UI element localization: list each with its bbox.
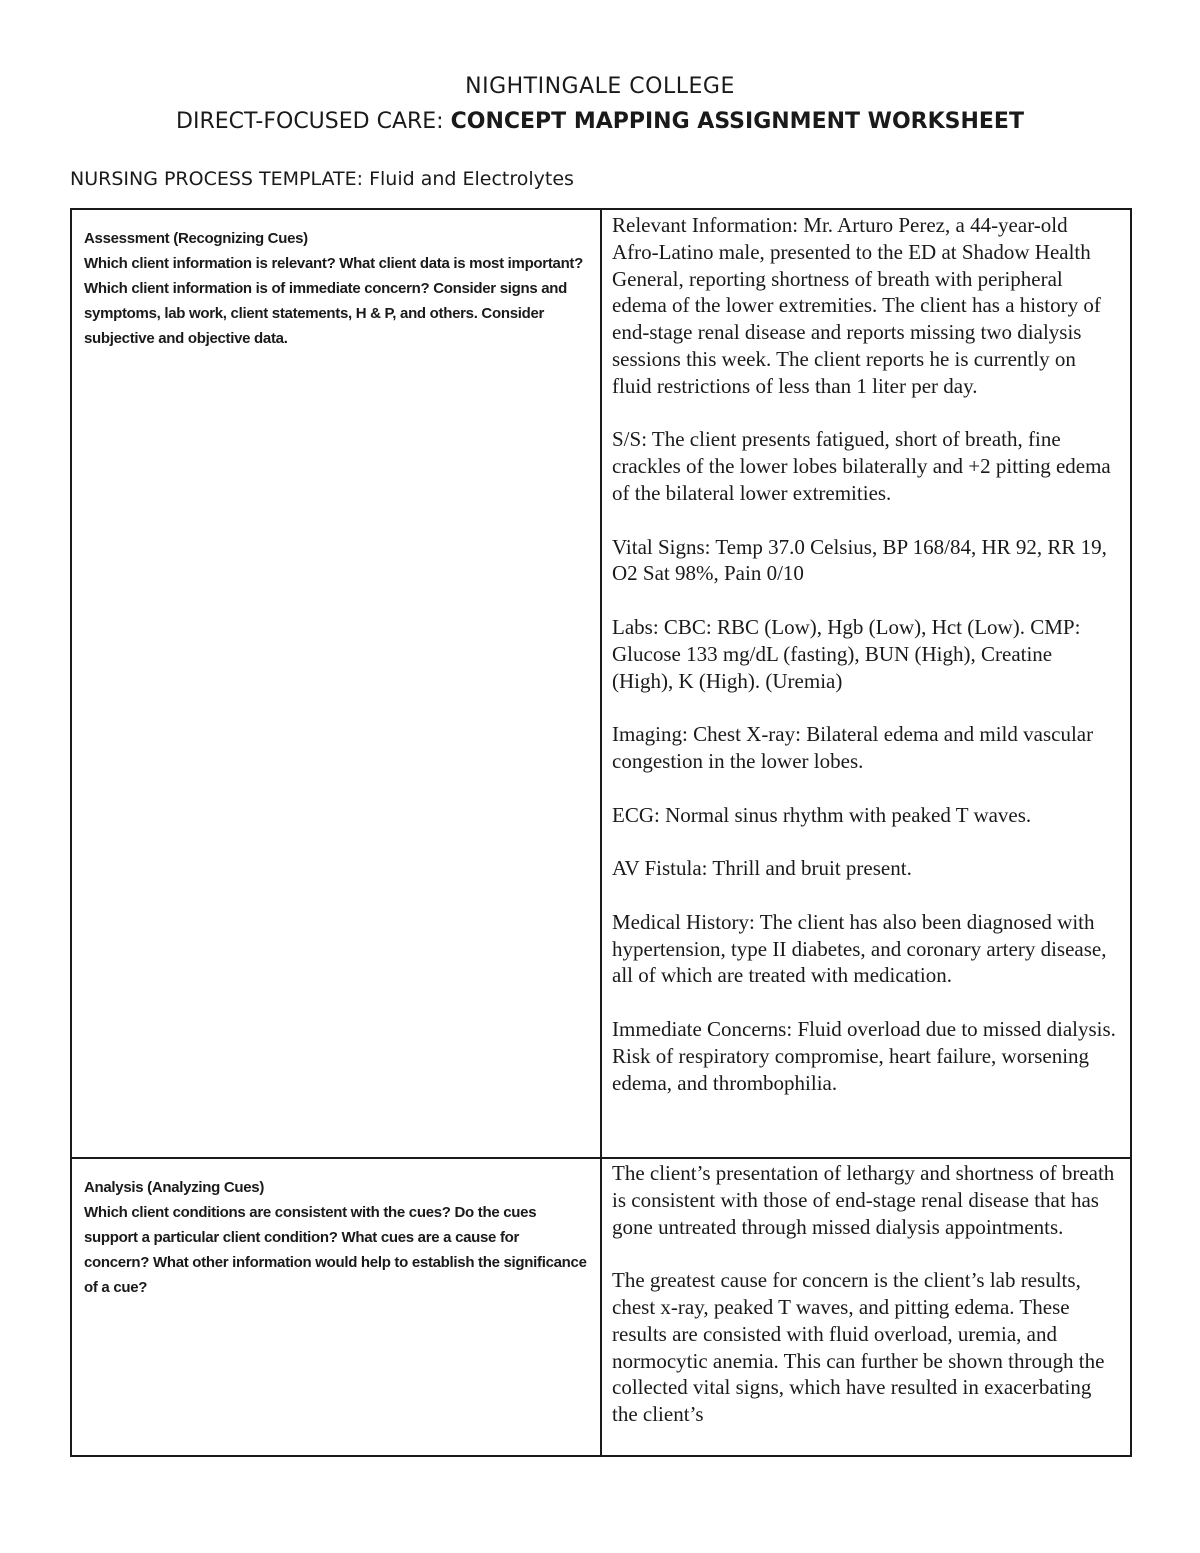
document-header: [0, 72, 1200, 140]
assessment-response-cell: [601, 209, 1131, 1158]
assessment-heading: Assessment (Recognizing Cues): [84, 230, 308, 247]
analysis-row: [71, 1158, 1131, 1456]
assessment-row: [71, 209, 1131, 1158]
template-title: NURSING PROCESS TEMPLATE: Fluid and Electrolytes: [70, 168, 574, 190]
medical-history-paragraph: Medical History: The client has also been diagnosed with hypertension, type II diabetes, and coronary artery disease, all of which are treated with medication.: [612, 909, 1107, 988]
course-name: DIRECT-FOCUSED CARE:: [176, 109, 451, 134]
analysis-prompt-cell: [71, 1158, 601, 1456]
analysis-paragraph: The greatest cause for concern is the client’s lab results, chest x-ray, peaked T waves, and pitting edema. These results are consisted with fluid overload, uremia, and normocytic anemia. This can further be shown through the collected vital signs, which have resulted in exacerbating the client’s: [612, 1268, 1105, 1427]
assessment-prompt: Which client information is relevant? What client data is most important? Which client information is of immediate concern? Consider signs and symptoms, lab work, client statements, H & P, and others. Consider subjective and objective data.: [84, 255, 583, 347]
analysis-paragraph: The client’s presentation of lethargy and shortness of breath is consistent with those of end-stage renal disease that has gone untreated through missed dialysis appointments.: [612, 1161, 1115, 1239]
imaging-paragraph: Imaging: Chest X-ray: Bilateral edema and mild vascular congestion in the lower lobes.: [612, 722, 1094, 773]
relevant-information-paragraph: Relevant Information: Mr. Arturo Perez, a 44-year-old Afro-Latino male, presented to the ED at Shadow Health General, reporting shortness of breath with peripheral edema of the lower extremities. The client has a history of end-stage renal disease and reports missing two dialysis sessions this week. The client reports he is currently on fluid restrictions of less than 1 liter per day.: [612, 213, 1101, 398]
av-fistula-paragraph: AV Fistula: Thrill and bruit present.: [612, 856, 912, 881]
analysis-response-cell: [601, 1158, 1131, 1456]
signs-symptoms-paragraph: S/S: The client presents fatigued, short of breath, fine crackles of the lower lobes bilaterally and +2 pitting edema of the bilateral lower extremities.: [612, 427, 1111, 505]
assessment-prompt-cell: [71, 209, 601, 1158]
nursing-process-table: [70, 208, 1132, 1457]
worksheet-title: [0, 104, 1200, 140]
analysis-heading: Analysis (Analyzing Cues): [84, 1179, 265, 1196]
labs-paragraph: Labs: CBC: RBC (Low), Hgb (Low), Hct (Low). CMP: Glucose 133 mg/dL (fasting), BUN (High), Creatine (High), K (High). (Uremia): [612, 614, 1081, 693]
college-name: NIGHTINGALE COLLEGE: [465, 74, 735, 99]
assignment-name: CONCEPT MAPPING ASSIGNMENT WORKSHEET: [450, 109, 1024, 134]
ecg-paragraph: ECG: Normal sinus rhythm with peaked T waves.: [612, 802, 1032, 827]
vital-signs-paragraph: Vital Signs: Temp 37.0 Celsius, BP 168/84, HR 92, RR 19, O2 Sat 98%, Pain 0/10: [612, 534, 1107, 586]
analysis-prompt: Which client conditions are consistent with the cues? Do the cues support a particular client condition? What cues are a cause for concern? What other information would help to establish the significance of a cue?: [84, 1204, 587, 1296]
immediate-concerns-paragraph: Immediate Concerns: Fluid overload due to missed dialysis. Risk of respiratory compromise, heart failure, worsening edema, and thrombophilia.: [612, 1016, 1116, 1095]
